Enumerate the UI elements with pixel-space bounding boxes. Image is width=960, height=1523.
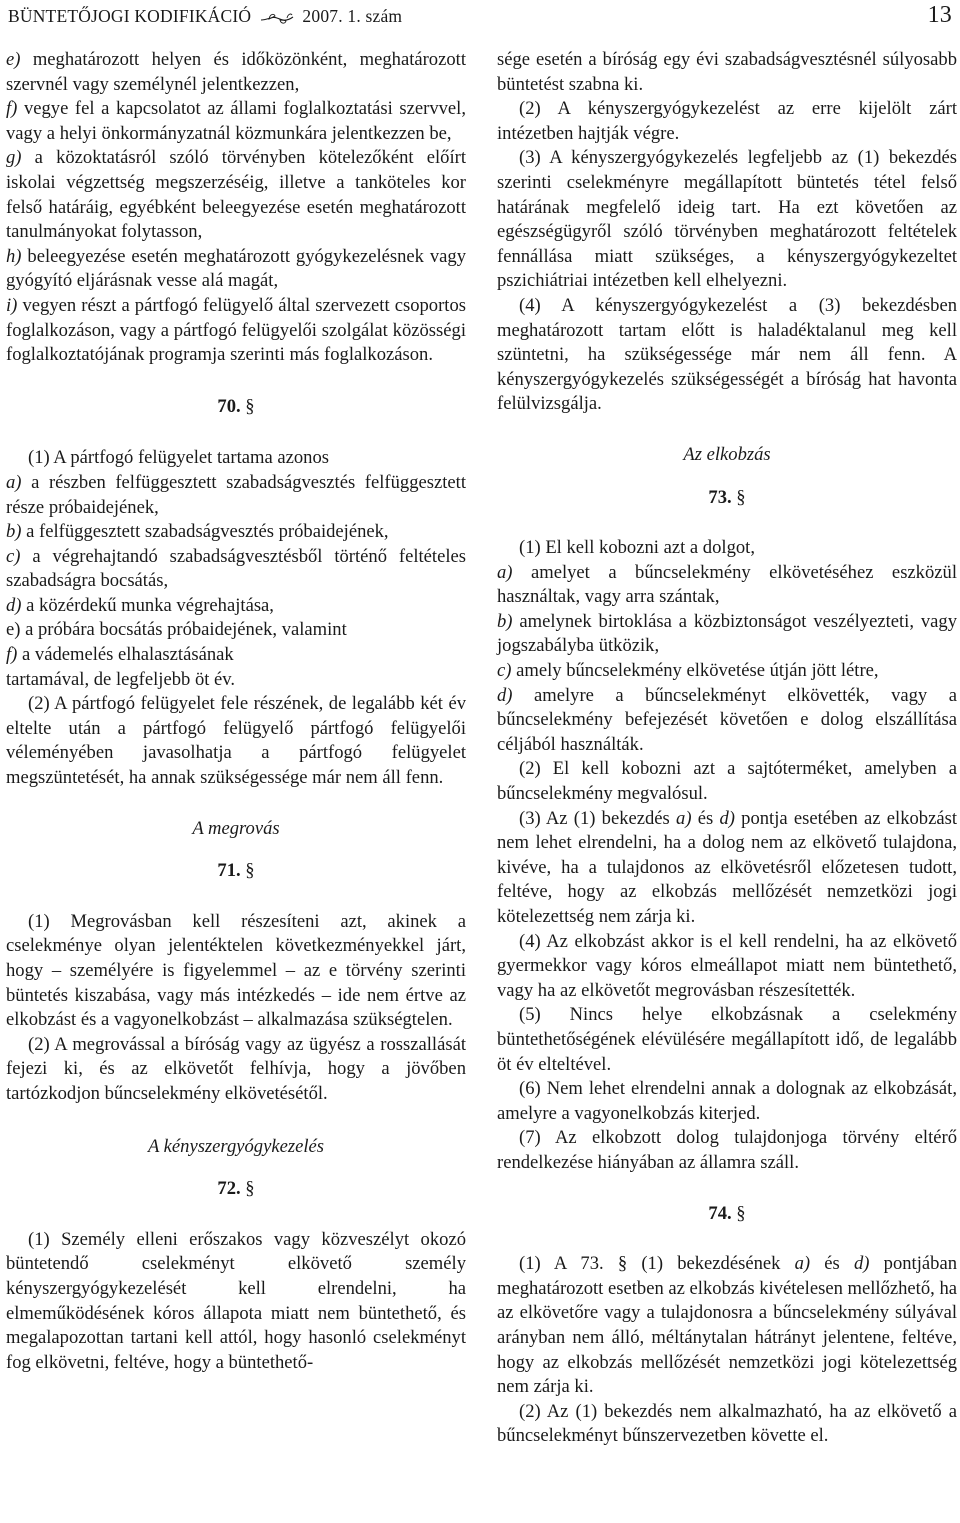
section-heading-73: 73. § bbox=[708, 486, 746, 508]
left-column bbox=[6, 48, 466, 1375]
journal-title: BÜNTETŐJOGI KODIFIKÁCIÓ bbox=[8, 6, 252, 26]
paragraph: (1) Személy elleni erőszakos vagy közveszélyt okozó büntetendő cselekményt elkövető személy kényszergyógykezelését kell elrendelni, ha elmeműködésének kóros állapota miatt nem büntethető, és megalapozottan tartani kell attól, hogy hasonló cselekményt fog elkövetni, feltéve, hogy a büntethető- bbox=[6, 1228, 466, 1373]
paragraph: (3) Az (1) bekezdés a) és d) pontja esetében az elkobzást nem lehet elrendelni, ha a dolog nem az elkövető tulajdona, kivéve, ha a tulajdonos az elkövetésről előzetesen tudott, feltéve, hogy az elkobzás mellőzését nemzetközi jogi kötelezettség nem zárja ki. bbox=[497, 807, 957, 927]
list-item: f) a vádemelés elhalasztásának bbox=[6, 644, 234, 666]
section-heading-70: 70. § bbox=[217, 395, 255, 417]
page-header bbox=[8, 4, 952, 34]
list-item: b) a felfüggesztett szabadságvesztés próbaidejének, bbox=[6, 521, 389, 543]
paragraph: (2) Az (1) bekezdés nem alkalmazható, ha az elkövető a bűncselekményt bűnszervezetben követte el. bbox=[497, 1400, 957, 1447]
paragraph: (4) A kényszergyógykezelést a (3) bekezdésben meghatározott tartam előtt is haladéktalanul meg kell szüntetni, ha szükségessége már nem áll fenn. A kényszergyógykezelés szükségességét a bíróság hat havonta felülvizsgálja. bbox=[497, 294, 957, 415]
list-item: g) a közoktatásról szóló törvényben kötelezőként előírt iskolai végzettség megszerzéséig, illetve a tanköteles kor felső határáig, egyébként beleegyezése esetén meghatározott tanulmányokat folytasson, bbox=[6, 147, 466, 243]
list-item: f) vegye fel a kapcsolatot az állami foglalkoztatási szervvel, vagy a helyi önkormányzatnál közmunkára jelentkezzen be, bbox=[6, 98, 466, 144]
paragraph: (2) A kényszergyógykezelést az erre kijelölt zárt intézetben hajtják végre. bbox=[497, 98, 957, 144]
paragraph: (7) Az elkobzott dolog tulajdonjoga törvény eltérő rendelkezése hiányában az államra száll. bbox=[497, 1127, 957, 1173]
subheading-elkobzas: Az elkobzás bbox=[683, 443, 771, 465]
list-item: d) a közérdekű munka végrehajtása, bbox=[6, 594, 274, 616]
running-head bbox=[8, 6, 402, 27]
list-item: c) amely bűncselekmény elkövetése útján jött létre, bbox=[497, 660, 879, 682]
paragraph: (1) Megrovásban kell részesíteni azt, akinek a cselekménye olyan jelentéktelen következményekkel járt, hogy – személyére is figyelemmel – az e törvény szerinti büntetés kiszabása, vagy más intézkedés – ide nem értve az elkobzást és a vagyonelkobzást – alkalmazása szükségtelen. bbox=[6, 910, 466, 1031]
subheading-kenyszergyogykezeles: A kényszergyógykezelés bbox=[147, 1135, 325, 1157]
section-heading-74: 74. § bbox=[708, 1202, 746, 1224]
list-item: a) amelyet a bűncselekmény elkövetéséhez eszközül használtak, vagy arra szántak, bbox=[497, 561, 957, 608]
paragraph: (3) A kényszergyógykezelés legfeljebb az (1) bekezdés szerinti cselekményre megállapított büntetés tétel felső határának megfelelő ideig tart. Ha ezt követően az egészségügyről szóló törvényben meghatározott feltételek fennállása miatt szükséges, a kényszergyógykezeltet pszichiátriai intézetben kell elhelyezni. bbox=[497, 147, 957, 292]
list-item: b) amelynek birtoklása a közbiztonságot veszélyezteti, vagy jogszabályba ütközik, bbox=[497, 610, 958, 657]
paragraph: (1) A 73. § (1) bekezdésének a) és d) pontjában meghatározott esetben az elkobzás kivételesen mellőzhető, ha az elkövetőre vagy a tulajdonosra a bűncselekmény súlyával arányban nem álló, méltánytalan hátrányt jelentene, feltéve, hogy az elkobzás mellőzését nemzetközi jogi kötelezettség nem zárja ki. bbox=[497, 1253, 957, 1398]
paragraph: (2) El kell kobozni azt a sajtóterméket, amelyben a bűncselekmény megvalósul. bbox=[497, 758, 957, 805]
list-item: h) beleegyezése esetén meghatározott gyógykezelésnek vagy gyógyító eljárásnak vesse alá magát, bbox=[6, 245, 466, 292]
paragraph: (5) Nincs helye elkobzásnak a cselekmény büntethetőségének elévülésére megállapított idő, de legalább öt év elteltével. bbox=[497, 1004, 957, 1075]
subheading-megrovas: A megrovás bbox=[192, 817, 280, 839]
list-item: e) a próbára bocsátás próbaidejének, valamint bbox=[6, 619, 347, 641]
leaf-ornament-icon bbox=[260, 11, 294, 25]
paragraph: (2) A megrovással a bíróság vagy az ügyész a rosszallását fejezi ki, és az elkövetőt felhívja, hogy a jövőben tartózkodjon bűncselekmény elkövetésétől. bbox=[6, 1033, 466, 1104]
page-number: 13 bbox=[927, 2, 952, 28]
right-column bbox=[497, 48, 957, 1449]
section-heading-71: 71. § bbox=[217, 860, 255, 882]
paragraph: sége esetén a bíróság egy évi szabadságvesztésnél súlyosabb büntetést szabna ki. bbox=[497, 49, 957, 95]
paragraph: tartamával, de legfeljebb öt év. bbox=[6, 668, 236, 690]
paragraph: (4) Az elkobzást akkor is el kell rendelni, ha az elkövető gyermekkor vagy kóros elmeállapot miatt nem büntethető, vagy ha az elkövetőt megrovásban részesítették. bbox=[497, 930, 957, 1001]
paragraph: (1) A pártfogó felügyelet tartama azonos bbox=[28, 447, 330, 469]
paragraph: (6) Nem lehet elrendelni annak a dolognak az elkobzását, amelyre a vagyonelkobzás kiterjed. bbox=[497, 1078, 957, 1124]
issue-label: 2007. 1. szám bbox=[302, 6, 403, 26]
section-heading-72: 72. § bbox=[217, 1178, 255, 1200]
list-item: i) vegyen részt a pártfogó felügyelő által szervezett csoportos foglalkozáson, vagy a pártfogó felügyelői szolgálat közösségi foglalkoztatójának programja szerinti más foglalkozáson. bbox=[6, 294, 466, 366]
list-item: e) meghatározott helyen és időközönként, meghatározott szervnél vagy személynél jelentkezzen, bbox=[6, 49, 466, 95]
list-item: c) a végrehajtandó szabadságvesztésből történő feltételes szabadságra bocsátás, bbox=[6, 545, 466, 592]
list-item: d) amelyre a bűncselekményt elkövették, vagy a bűncselekmény befejezését követően e dolog elszállítása céljából használták. bbox=[497, 684, 957, 755]
paragraph: (1) El kell kobozni azt a dolgot, bbox=[519, 537, 755, 559]
paragraph: (2) A pártfogó felügyelet fele részének, de legalább két év eltelte után a pártfogó felügyelő pártfogó felügyelői véleményében javasolhatja a pártfogó felügyelet megszüntetését, ha annak szükségessége már nem áll fenn. bbox=[6, 693, 466, 789]
list-item: a) a részben felfüggesztett szabadságvesztés felfüggesztett része próbaidejének, bbox=[6, 471, 466, 518]
